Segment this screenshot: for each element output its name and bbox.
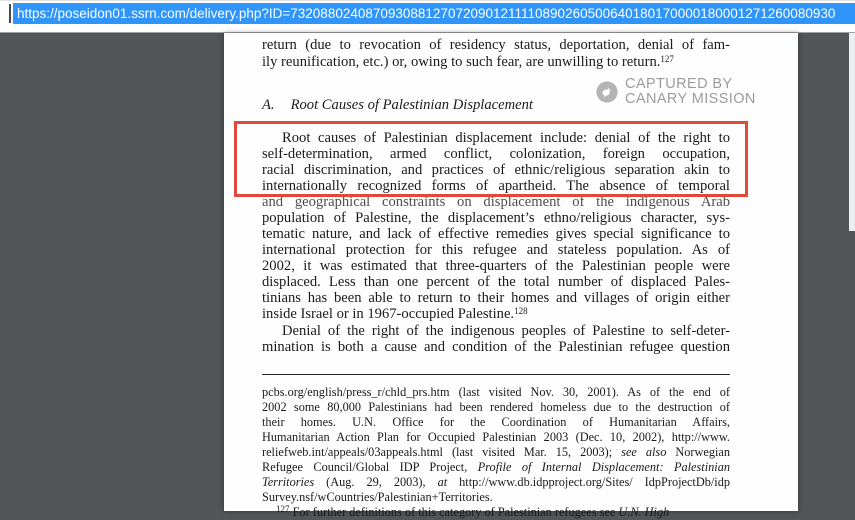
section-title: Root Causes of Palestinian Displacement	[290, 97, 533, 113]
text-line: displaced. Less than one percent of the total number of displaced Pales-	[262, 274, 730, 290]
footnote-line: Humanitarian Action Plan for Occupied Palestinian 2003 (Dec. 10, 2002), http://www.	[262, 430, 730, 444]
text-line: mination is both a cause and condition of the Palestinian refugee question	[262, 339, 730, 355]
footnote-line: their homes. U.N. Office for the Coordination of Humanitarian Affairs,	[262, 415, 730, 429]
text-caret	[9, 4, 11, 23]
text-line: 2002, it was estimated that three-quarters of the Palestinian people were	[262, 258, 730, 274]
footnote-line: 2002 some 80,000 Palestinians had been rendered homeless due to the destruction of	[262, 400, 730, 414]
url-selection-highlight[interactable]	[13, 3, 855, 24]
text-line: racial discrimination, and practices of ethnic/religious separation akin to	[262, 162, 730, 178]
footnote-line: Territories (Aug. 29, 2003), at http://www.db.idpproject.org/Sites/ IdpProjectDb/idp	[262, 475, 731, 489]
footnote-line: Refugee Council/Global IDP Project, Profile of Internal Displacement: Palestinian	[262, 460, 730, 474]
text-line: inside Israel or in 1967-occupied Palestine.$^{128}$	[262, 306, 528, 322]
text-line: tematic nature, and lack of effective remedies gives special significance to	[262, 226, 730, 242]
footnote-line-clipped: $^{127}$ For further definitions of this category of Palestinian refugees see U.N. High	[276, 504, 670, 519]
text-line: internationally recognized forms of apartheid. The absence of temporal	[262, 178, 730, 194]
footnote-ref-127: 127	[276, 504, 290, 514]
text-line: ily reunification, etc.) or, owing to such fear, are unwilling to return.$^{127}$	[262, 53, 674, 70]
text-line: Root causes of Palestinian displacement include: denial of the right to	[282, 130, 730, 146]
annotation-highlight-box	[234, 121, 748, 197]
watermark-line-1: CAPTURED BY	[625, 76, 733, 92]
document-page	[224, 33, 798, 519]
footnote-ref-127: 127	[660, 53, 674, 64]
pdf-viewer	[0, 33, 855, 519]
url-text: https://poseidon01.ssrn.com/delivery.php?ID=7320880240870930881270720901211110890260500640180170000180001271260080930	[17, 6, 836, 21]
text-line: Denial of the right of the indigenous peoples of Palestine to self-deter-	[282, 323, 730, 339]
scrollbar[interactable]	[849, 33, 855, 511]
footnote-line: reliefweb.int/appeals/03appeals.html (last visited Mar. 15, 2003); see also Norwegian	[262, 445, 730, 459]
text-line: tinians has been able to return to their homes and villages of origin either	[262, 290, 730, 306]
footnote-separator	[262, 374, 730, 375]
text-line: self-determination, armed conflict, colonization, foreign occupation,	[262, 146, 730, 162]
text-line: population of Palestine, the displacement’s ethno/religious character, sys-	[262, 210, 730, 226]
footnote-line: pcbs.org/english/press_r/chld_prs.htm (last visited Nov. 30, 2001). As of the end of	[262, 385, 730, 399]
section-label: A.	[262, 97, 275, 113]
footnote-ref-128: 128	[514, 306, 528, 316]
watermark	[595, 77, 756, 107]
text-line: return (due to revocation of residency status, deportation, denial of fam-	[262, 37, 730, 53]
footnote-line: Survey.nsf/wCountries/Palestinian+Territories.	[262, 490, 493, 504]
address-bar[interactable]	[0, 0, 855, 33]
canary-mission-logo-icon	[595, 80, 619, 104]
text-line: international protection for this refugee and stateless population. As of	[262, 242, 730, 258]
watermark-line-2: CANARY MISSION	[625, 91, 756, 107]
text-line: and geographical constraints on displacement of the indigenous Arab	[262, 194, 730, 210]
scrollbar-thumb[interactable]	[849, 33, 855, 231]
